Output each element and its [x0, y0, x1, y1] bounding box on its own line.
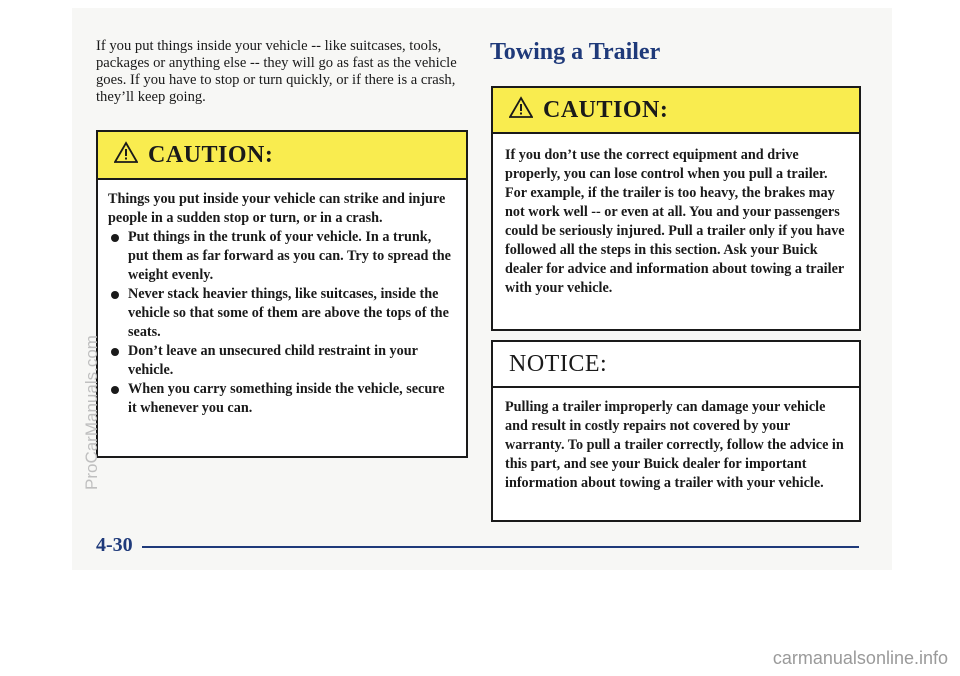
- footer-rule: [142, 546, 859, 548]
- right-caution-text: If you don’t use the correct equipment and drive properly, you can lose control when you pull a trailer. For example, if the trailer is too heavy, the brakes may not work well -- or even at all. You and your passengers could be seriously injured. Pull a trailer only if you have followed all the steps in this section. Ask your Buick dealer for advice and information about towing a trailer with your vehicle.: [505, 147, 845, 296]
- bullet-icon: [111, 291, 119, 299]
- list-item: Never stack heavier things, like suitcases, inside the vehicle so that some of them are above the tops of the seats.: [108, 285, 452, 342]
- warning-triangle-icon: [114, 141, 138, 170]
- bullet-icon: [111, 234, 119, 242]
- warning-triangle-icon: [509, 96, 533, 125]
- page-number: 4-30: [96, 534, 133, 556]
- left-caution-body: [98, 180, 466, 418]
- left-caution-title: CAUTION:: [148, 141, 274, 168]
- list-item: Put things in the trunk of your vehicle. In a trunk, put them as far forward as you can. Try to spread the weight evenly.: [108, 228, 452, 285]
- notice-box: [491, 340, 861, 522]
- watermark-text: ProCarManuals.com: [82, 335, 101, 490]
- left-caution-box: [96, 130, 468, 458]
- bullet-icon: [111, 348, 119, 356]
- footer-site-text: carmanualsonline.info: [772, 648, 948, 668]
- notice-title: NOTICE:: [509, 350, 608, 377]
- left-caution-bullets: [108, 228, 452, 418]
- notice-header: [493, 342, 859, 388]
- left-caution-header: [98, 132, 466, 180]
- right-caution-box: [491, 86, 861, 331]
- bullet-icon: [111, 386, 119, 394]
- left-caution-lead: Things you put inside your vehicle can strike and injure people in a sudden stop or turn, or in a crash.: [108, 191, 446, 226]
- notice-text: Pulling a trailer improperly can damage your vehicle and result in costly repairs not covered by your warranty. To pull a trailer correctly, follow the advice in this part, and see your Buick dealer for important information about towing a trailer with your vehicle.: [505, 399, 844, 491]
- notice-body: [493, 388, 859, 493]
- list-item: When you carry something inside the vehicle, secure it whenever you can.: [108, 380, 452, 418]
- list-item: Don’t leave an unsecured child restraint in your vehicle.: [108, 342, 452, 380]
- intro-paragraph: If you put things inside your vehicle -- like suitcases, tools, packages or anything else -- they will go as fast as the vehicle goes. If you have to stop or turn quickly, or if there is a crash, they’ll keep going.: [96, 38, 457, 105]
- right-caution-header: [493, 88, 859, 134]
- right-caution-title: CAUTION:: [543, 96, 669, 123]
- section-heading: Towing a Trailer: [490, 39, 661, 65]
- right-caution-body: [493, 134, 859, 298]
